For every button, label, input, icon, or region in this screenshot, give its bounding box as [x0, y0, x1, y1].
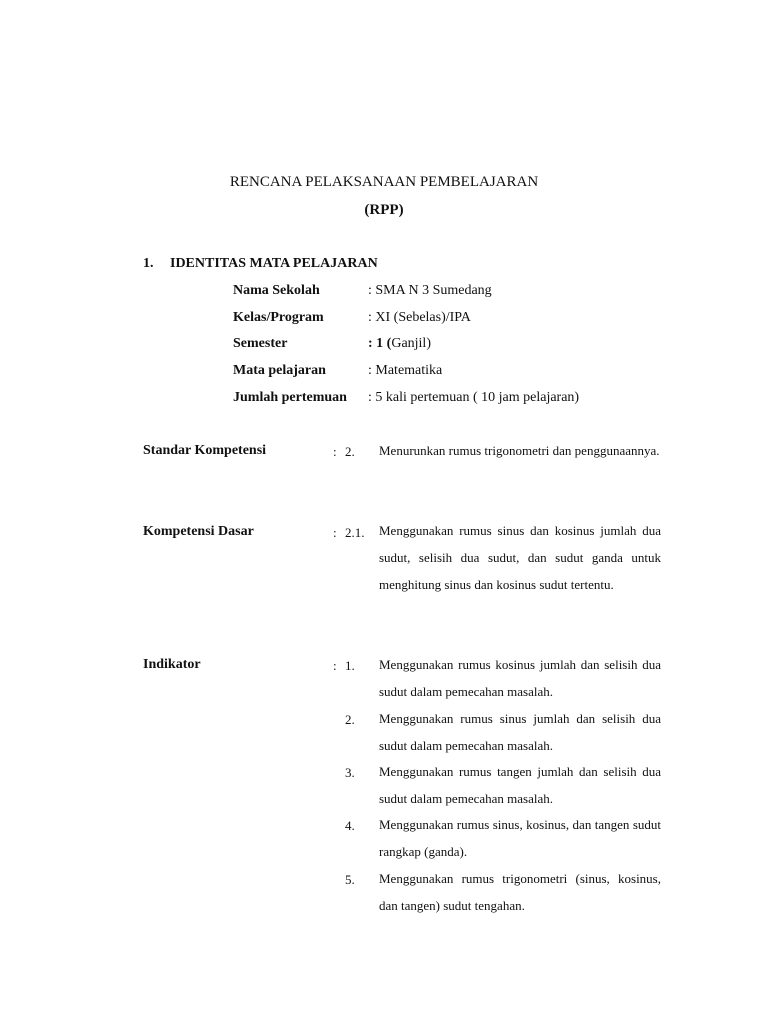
indikator-colon: : [333, 658, 337, 673]
section-number: 1. [143, 256, 154, 271]
identity-value-school: : SMA N 3 Sumedang [368, 283, 492, 298]
semester-number: : 1 ( [368, 336, 392, 351]
standar-kompetensi-label: Standar Kompetensi [143, 443, 267, 458]
identity-value-semester [368, 337, 431, 351]
identity-value-class: : XI (Sebelas)/IPA [368, 310, 471, 325]
identity-label-school: Nama Sekolah [233, 283, 320, 298]
indikator-number: 3. [345, 765, 355, 780]
kompetensi-dasar-number: 2.1. [345, 525, 365, 540]
identity-label-subject: Mata pelajaran [233, 363, 326, 378]
identity-label-meetings: Jumlah pertemuan [233, 390, 347, 405]
indikator-item: Menggunakan rumus sinus, kosinus, dan tangen sudut rangkap (ganda). [379, 817, 661, 859]
indikator-item: Menggunakan rumus tangen jumlah dan selisih dua sudut dalam pemecahan masalah. [379, 764, 661, 806]
indikator-label: Indikator [143, 657, 201, 672]
standar-kompetensi-number: 2. [345, 444, 355, 459]
indikator-item: Menggunakan rumus kosinus jumlah dan selisih dua sudut dalam pemecahan masalah. [379, 657, 661, 699]
kompetensi-dasar-colon: : [333, 525, 337, 540]
indikator-item: Menggunakan rumus trigonometri (sinus, kosinus, dan tangen) sudut tengahan. [379, 871, 661, 913]
standar-kompetensi-text: Menurunkan rumus trigonometri dan penggunaannya. [379, 443, 660, 458]
indikator-number: 4. [345, 818, 355, 833]
kompetensi-dasar-text: Menggunakan rumus sinus dan kosinus jumlah dua sudut, selisih dua sudut, dan sudut ganda untuk menghitung sinus dan kosinus sudut tertentu. [379, 523, 661, 592]
identity-label-class: Kelas/Program [233, 310, 324, 325]
identity-label-semester: Semester [233, 336, 288, 351]
document-subtitle: (RPP) [364, 202, 404, 218]
indikator-number: 1. [345, 658, 355, 673]
document-title: RENCANA PELAKSANAAN PEMBELAJARAN [229, 174, 539, 190]
identity-value-subject: : Matematika [368, 363, 443, 378]
kompetensi-dasar-label: Kompetensi Dasar [143, 524, 254, 539]
identity-value-meetings: : 5 kali pertemuan ( 10 jam pelajaran) [368, 390, 580, 405]
semester-name: Ganjil) [391, 336, 431, 351]
indikator-number: 2. [345, 712, 355, 727]
indikator-number: 5. [345, 872, 355, 887]
indikator-item: Menggunakan rumus sinus jumlah dan selisih dua sudut dalam pemecahan masalah. [379, 711, 661, 753]
section-heading: IDENTITAS MATA PELAJARAN [170, 256, 378, 271]
standar-kompetensi-colon: : [333, 444, 337, 459]
